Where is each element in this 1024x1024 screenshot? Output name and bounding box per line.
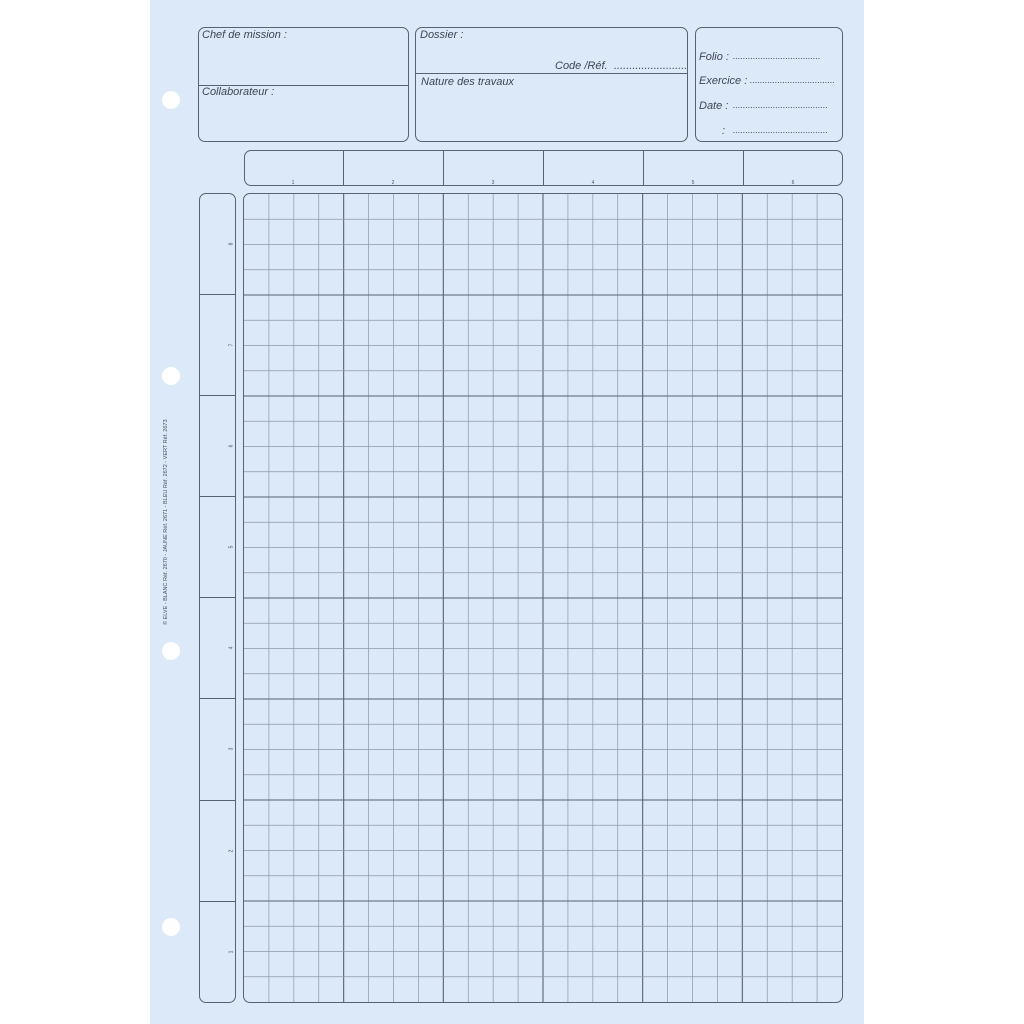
date-dots: ......................................: [733, 100, 829, 110]
row-number-8: 8: [228, 242, 235, 246]
column-number-4: 4: [591, 180, 595, 186]
column-number-1: 1: [291, 180, 295, 186]
column-number-3: 3: [491, 180, 495, 186]
code-ref-dots: ........................: [614, 60, 688, 72]
exercice-label: Exercice :: [699, 75, 748, 87]
folio-dots: ...................................: [733, 51, 821, 61]
code-ref-label: Code /Réf.: [555, 60, 608, 72]
column-number-6: 6: [791, 180, 795, 186]
exercice-dots: ..................................: [750, 75, 836, 85]
extra-label: :: [722, 125, 726, 137]
grid-border: [243, 193, 843, 1003]
folio-label: Folio :: [699, 51, 729, 63]
row-number-4: 4: [228, 646, 235, 650]
column-number-5: 5: [691, 180, 695, 186]
publisher-reference: © ELVE - BLANC Réf. 2670 - JAUNE Réf. 2671 - BLEU Réf. 2672 - VERT Réf. 2673: [163, 419, 169, 625]
row-number-1: 1: [228, 950, 235, 954]
column-number-2: 2: [391, 180, 395, 186]
row-number-7: 7: [228, 343, 235, 347]
row-number-3: 3: [228, 747, 235, 751]
chef-de-mission-label: Chef de mission :: [202, 29, 287, 41]
date-label: Date :: [699, 100, 729, 112]
row-number-6: 6: [228, 444, 235, 448]
collaborateur-label: Collaborateur :: [202, 86, 275, 98]
nature-travaux-label: Nature des travaux: [421, 76, 514, 88]
extra-dots: ......................................: [733, 125, 829, 135]
row-number-5: 5: [228, 545, 235, 549]
dossier-label: Dossier :: [420, 29, 464, 41]
row-number-2: 2: [228, 849, 235, 853]
